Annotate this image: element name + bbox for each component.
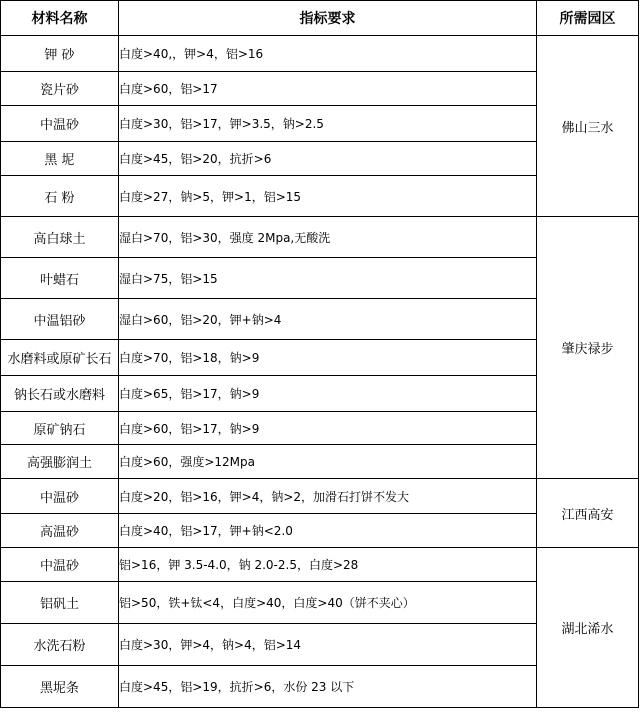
requirement-cell: 白度>45，铝>19，抗折>6，水份 23 以下 bbox=[119, 666, 537, 708]
requirement-cell: 白度>27，钠>5，钾>1，铝>15 bbox=[119, 176, 537, 217]
material-name: 钾 砂 bbox=[1, 36, 119, 72]
material-name: 中温砂 bbox=[1, 548, 119, 582]
region-cell: 佛山三水 bbox=[537, 36, 639, 217]
requirement-cell: 白度>30，钾>4，钠>4，铝>14 bbox=[119, 624, 537, 666]
region-cell: 湖北浠水 bbox=[537, 548, 639, 708]
region-cell: 江西高安 bbox=[537, 479, 639, 548]
requirement-cell: 白度>60，铝>17，钠>9 bbox=[119, 412, 537, 445]
material-name: 黑 坭 bbox=[1, 142, 119, 176]
material-name: 黑坭条 bbox=[1, 666, 119, 708]
header-material-name: 材料名称 bbox=[1, 1, 119, 36]
material-name: 中温砂 bbox=[1, 106, 119, 142]
requirement-cell: 白度>40，铝>17，钾+钠<2.0 bbox=[119, 514, 537, 548]
material-name: 高温砂 bbox=[1, 514, 119, 548]
material-name: 石 粉 bbox=[1, 176, 119, 217]
table-row bbox=[1, 36, 639, 72]
material-name: 铝矾土 bbox=[1, 582, 119, 624]
material-name: 水磨料或原矿长石 bbox=[1, 340, 119, 376]
requirement-cell: 湿白>60，铝>20，钾+钠>4 bbox=[119, 299, 537, 340]
requirement-cell: 白度>60，铝>17 bbox=[119, 72, 537, 106]
requirement-cell: 铝>16，钾 3.5-4.0，钠 2.0-2.5，白度>28 bbox=[119, 548, 537, 582]
header-row bbox=[1, 1, 639, 36]
material-name: 叶蜡石 bbox=[1, 258, 119, 299]
material-name: 原矿钠石 bbox=[1, 412, 119, 445]
material-name: 高强膨润土 bbox=[1, 445, 119, 479]
material-name: 中温砂 bbox=[1, 479, 119, 514]
material-name: 钠长石或水磨料 bbox=[1, 376, 119, 412]
material-name: 中温铝砂 bbox=[1, 299, 119, 340]
requirement-cell: 白度>30，铝>17，钾>3.5，钠>2.5 bbox=[119, 106, 537, 142]
requirement-cell: 白度>40,，钾>4，铝>16 bbox=[119, 36, 537, 72]
requirement-cell: 白度>60，强度>12Mpa bbox=[119, 445, 537, 479]
table-row bbox=[1, 217, 639, 258]
region-cell: 肇庆禄步 bbox=[537, 217, 639, 479]
requirement-cell: 白度>20，铝>16，钾>4，钠>2，加滑石打饼不发大 bbox=[119, 479, 537, 514]
material-name: 高白球土 bbox=[1, 217, 119, 258]
requirement-cell: 湿白>70，铝>30，强度 2Mpa,无酸洗 bbox=[119, 217, 537, 258]
material-name: 瓷片砂 bbox=[1, 72, 119, 106]
material-name: 水洗石粉 bbox=[1, 624, 119, 666]
requirement-cell: 铝>50，铁+钛<4，白度>40，白度>40（饼不夹心） bbox=[119, 582, 537, 624]
header-region: 所需园区 bbox=[537, 1, 639, 36]
header-requirement: 指标要求 bbox=[119, 1, 537, 36]
requirement-cell: 白度>70，铝>18，钠>9 bbox=[119, 340, 537, 376]
table-row bbox=[1, 548, 639, 582]
table-row bbox=[1, 479, 639, 514]
requirement-cell: 白度>45，铝>20，抗折>6 bbox=[119, 142, 537, 176]
requirement-cell: 湿白>75，铝>15 bbox=[119, 258, 537, 299]
requirement-cell: 白度>65，铝>17，钠>9 bbox=[119, 376, 537, 412]
